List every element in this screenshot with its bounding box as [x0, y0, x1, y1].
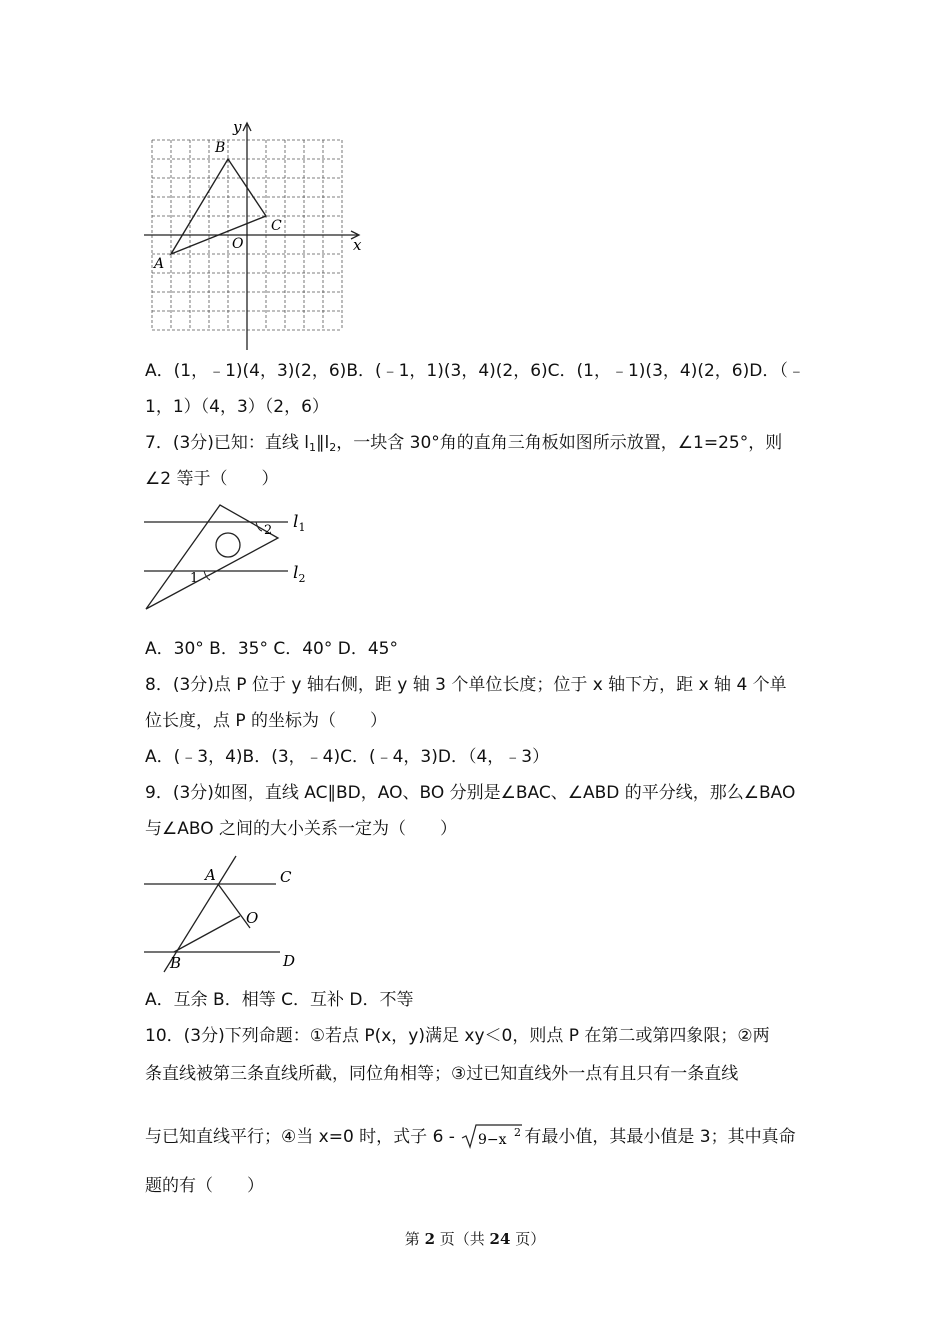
parallel-lines-figure: [140, 850, 310, 975]
axis-y-label: y: [233, 118, 242, 136]
footer-prefix: 第: [404, 1230, 425, 1248]
footer-total-pages: 24: [489, 1230, 511, 1248]
q10-text-suffix: 有最小值，其最小值是 3；其中真命: [524, 1127, 796, 1147]
triangle-hole: [216, 533, 240, 557]
q10-text-prefix: 与已知直线平行；④当 x=0 时，式子 6 -: [145, 1127, 455, 1147]
angle-1-label: 1: [190, 571, 199, 586]
sqrt-symbol: [460, 1122, 524, 1150]
q8-options: A．(﹣3，4)B．(3，﹣4)C．(﹣4，3)D．（4，﹣3）: [145, 747, 550, 767]
footer-mid: 页（共: [435, 1230, 490, 1248]
point-a-label: A: [205, 866, 216, 884]
point-b-label: B: [215, 140, 226, 156]
q6-options-line1: A．(1，﹣1)(4，3)(2，6)B．(﹣1，1)(3，4)(2，6)C．(1，﹣1)(3，4)(2，6)D．（﹣: [145, 361, 805, 381]
page-footer: [0, 1228, 950, 1249]
point-b-label: B: [170, 954, 182, 972]
footer-page-number: 2: [424, 1230, 435, 1248]
axes: [144, 123, 359, 350]
point-c-label: C: [280, 868, 292, 886]
q7-sub-2: 2: [329, 441, 337, 454]
q7-stem-line2: ∠2 等于（ ）: [145, 469, 279, 489]
point-c-label: C: [271, 218, 282, 234]
point-o-label: O: [246, 909, 259, 927]
q7-options: A．30° B．35° C．40° D．45°: [145, 639, 398, 659]
q7-text-suffix: ，一块含 30°角的直角三角板如图所示放置，∠1=25°，则: [336, 433, 783, 453]
q6-options-line2: 1，1）（4，3）（2，6）: [145, 397, 329, 417]
triangle-set-square: [146, 505, 278, 609]
point-a-label: A: [154, 256, 165, 272]
axis-x-label: x: [353, 236, 362, 254]
q8-stem-line2: 位长度，点 P 的坐标为（ ）: [145, 711, 388, 731]
sqrt-exponent: 2: [514, 1126, 522, 1139]
q7-stem-line1: [145, 431, 782, 460]
label-l1: $l_1$: [293, 512, 306, 534]
q9-stem-line2: 与∠ABO 之间的大小关系一定为（ ）: [145, 819, 458, 839]
angle-2-label: 2: [264, 523, 273, 538]
q7-sub-1: 1: [309, 441, 317, 454]
sqrt-content: 9−x: [478, 1132, 507, 1148]
triangle-abc: [171, 159, 266, 254]
q8-stem-line1: 8．(3分)点 P 位于 y 轴右侧，距 y 轴 3 个单位长度；位于 x 轴下方，距 x 轴 4 个单: [145, 675, 787, 695]
q10-stem-line2: 条直线被第三条直线所截，同位角相等；③过已知直线外一点有且只有一条直线: [145, 1064, 739, 1084]
q7-text-prefix: 7．(3分)已知：直线 l: [145, 433, 310, 453]
footer-suffix: 页）: [510, 1230, 546, 1248]
label-l2: $l_2$: [293, 563, 306, 585]
triangle-ruler-figure: [140, 500, 320, 615]
q9-stem-line1: 9．(3分)如图，直线 AC∥BD，AO、BO 分别是∠BAC、∠ABD 的平分线，那么∠BAO: [145, 783, 796, 803]
q7-text-mid: ∥l: [316, 433, 330, 453]
q10-stem-line3: [145, 1122, 796, 1150]
coordinate-grid-figure: [140, 118, 370, 360]
q10-stem-line4: 题的有（ ）: [145, 1176, 264, 1196]
bisector-bo: [174, 916, 240, 952]
point-d-label: D: [283, 952, 296, 970]
origin-label: O: [232, 236, 244, 252]
q10-stem-line1: 10．(3分)下列命题：①若点 P(x，y)满足 xy＜0，则点 P 在第二或第四象限；②两: [145, 1026, 770, 1046]
q9-options: A．互余 B．相等 C．互补 D．不等: [145, 990, 414, 1010]
